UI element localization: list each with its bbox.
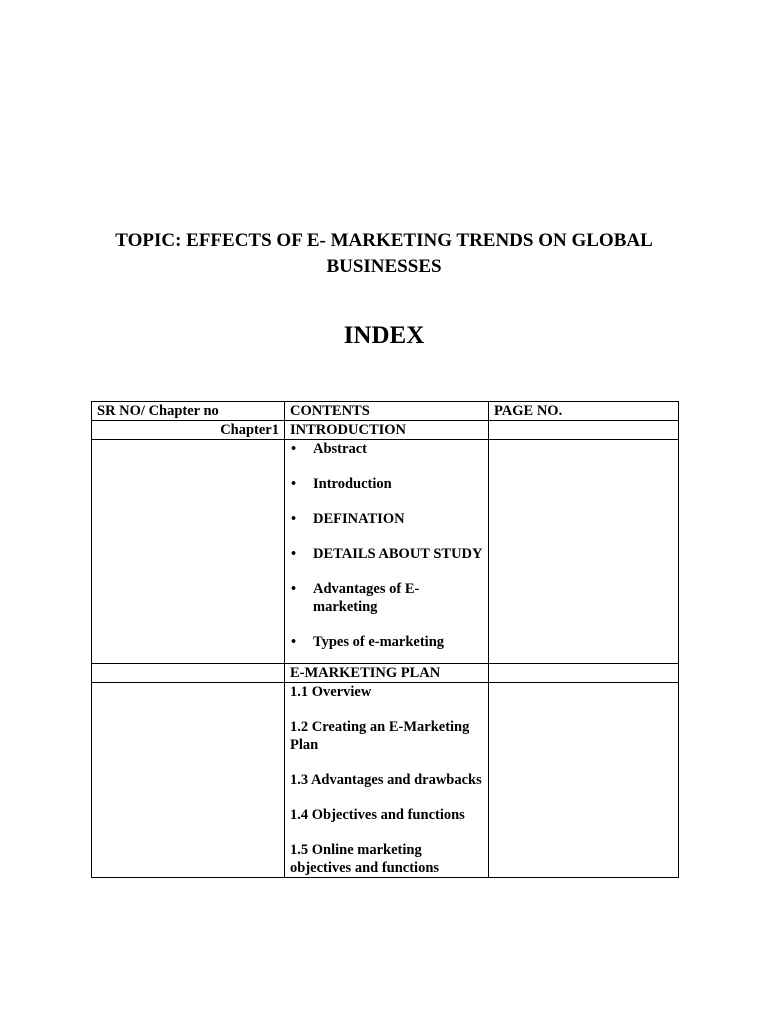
chapter2-title-row bbox=[92, 664, 679, 683]
chapter2-subsection-list bbox=[290, 683, 483, 877]
list-item: • DETAILS ABOUT STUDY bbox=[291, 546, 483, 562]
bullet-icon: • bbox=[291, 511, 297, 527]
list-item: • Advantages of E-marketing bbox=[291, 581, 420, 615]
chapter1-items-sr-cell bbox=[92, 440, 285, 664]
bullet-icon: • bbox=[291, 476, 297, 492]
list-item: 1.5 Online marketing objectives and functions bbox=[290, 842, 440, 876]
list-item: • Abstract bbox=[291, 441, 367, 457]
list-item: 1.3 Advantages and drawbacks bbox=[290, 772, 482, 788]
chapter2-label bbox=[92, 664, 285, 683]
document-topic bbox=[60, 228, 708, 280]
chapter1-label: Chapter1 bbox=[92, 421, 285, 440]
list-item: • Introduction bbox=[291, 476, 392, 492]
index-heading: INDEX bbox=[343, 322, 425, 349]
topic-line-2: BUSINESSES bbox=[326, 256, 442, 277]
header-contents: CONTENTS bbox=[285, 402, 489, 421]
table-header-row bbox=[92, 402, 679, 421]
header-page-no: PAGE NO. bbox=[489, 402, 679, 421]
list-item: • Types of e-marketing bbox=[291, 634, 445, 650]
list-item: • DEFINATION bbox=[291, 511, 405, 527]
chapter2-title: E-MARKETING PLAN bbox=[285, 664, 489, 683]
chapter1-title: INTRODUCTION bbox=[285, 421, 489, 440]
bullet-icon: • bbox=[291, 581, 297, 597]
header-sr-no: SR NO/ Chapter no bbox=[92, 402, 285, 421]
chapter1-items-cell bbox=[285, 440, 489, 664]
list-item: 1.4 Objectives and functions bbox=[290, 807, 465, 823]
chapter1-items-page-cell bbox=[489, 440, 679, 664]
topic-line-1: TOPIC: EFFECTS OF E- MARKETING TRENDS ON GLOBAL bbox=[115, 230, 653, 251]
chapter2-items-sr-cell bbox=[92, 683, 285, 878]
chapter1-bullet-list bbox=[290, 440, 483, 663]
bullet-icon: • bbox=[291, 441, 297, 457]
chapter1-items-row bbox=[92, 440, 679, 664]
bullet-icon: • bbox=[291, 546, 297, 562]
list-item: 1.2 Creating an E-Marketing Plan bbox=[290, 719, 470, 753]
chapter1-page-cell bbox=[489, 421, 679, 440]
chapter2-items-page-cell bbox=[489, 683, 679, 878]
list-item: 1.1 Overview bbox=[290, 684, 372, 700]
chapter1-title-row bbox=[92, 421, 679, 440]
chapter2-items-row bbox=[92, 683, 679, 878]
index-table bbox=[91, 401, 679, 878]
chapter2-page-cell bbox=[489, 664, 679, 683]
chapter2-items-cell bbox=[285, 683, 489, 878]
bullet-icon: • bbox=[291, 634, 297, 650]
